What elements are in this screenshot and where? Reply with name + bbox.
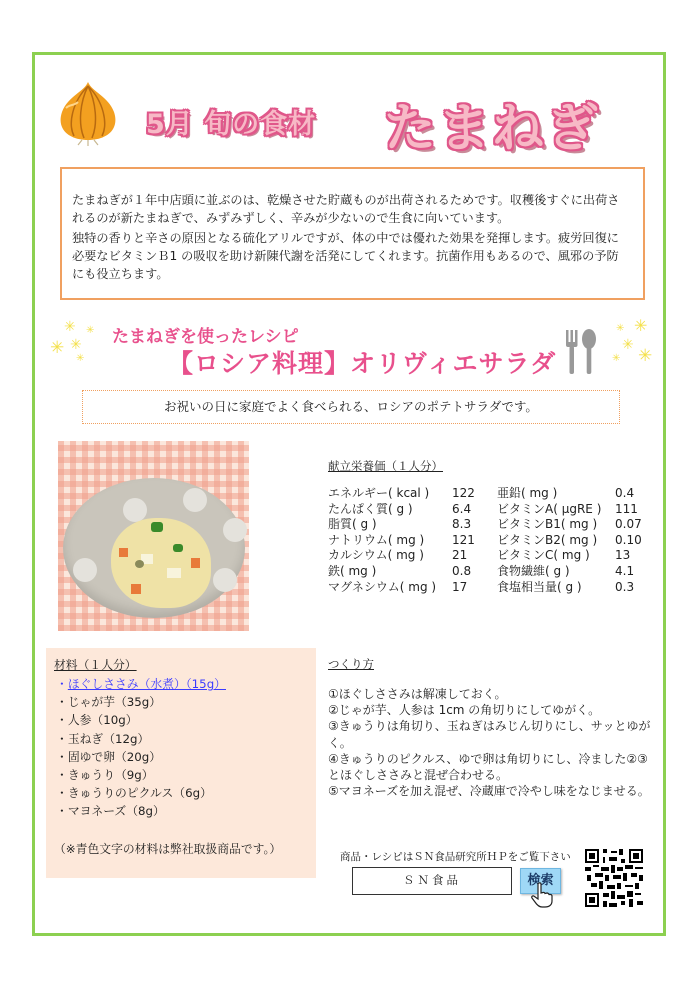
sparkle-icon: ✳: [64, 319, 76, 335]
nutrition-row: [328, 580, 645, 596]
nutrition-row: [328, 502, 645, 518]
nutrient-label: 鉄( mg ): [328, 563, 377, 578]
nutrient-value: 4.1: [615, 563, 635, 578]
search-input[interactable]: ＳＮ食品: [352, 867, 512, 895]
ingredients-title: 材料（１人分）: [54, 658, 137, 672]
intro-box: [60, 167, 645, 300]
nutrition-row: [328, 564, 645, 580]
ingredient-item: ・玉ねぎ（12g）: [56, 731, 150, 746]
nutrient-label: ビタミンB2( mg ): [497, 532, 598, 547]
nutrition-row: [328, 548, 645, 564]
nutrient-value: 0.3: [615, 579, 635, 594]
nutrient-label: カルシウム( mg ): [328, 548, 424, 563]
month-season-label: 5月 旬の食材: [146, 109, 317, 140]
qr-code-icon: [585, 849, 643, 907]
fork-spoon-icon: [564, 328, 598, 376]
pointer-hand-icon: [531, 882, 553, 908]
nutrient-value: 111: [615, 501, 638, 516]
nutrient-value: 6.4: [452, 501, 472, 516]
nutrient-label: エネルギー( kcal ): [328, 486, 430, 500]
ingredients-box: [46, 648, 316, 878]
ingredient-item: ・固ゆで卵（20g）: [56, 749, 162, 764]
nutrient-label: ナトリウム( mg ): [328, 532, 425, 547]
onion-icon: [58, 80, 118, 146]
nutrition-title: 献立栄養価（１人分）: [328, 459, 443, 473]
sparkle-icon: ✳: [70, 337, 82, 353]
ingredient-item: ・きゅうり（9g）: [56, 768, 154, 783]
nutrient-label: 脂質( g ): [328, 517, 377, 532]
search-prompt-label: 商品・レシピはＳＮ食品研究所ＨＰをご覧下さい: [340, 851, 571, 863]
nutrition-row: [328, 517, 645, 533]
method-steps: [328, 686, 656, 799]
nutrient-value: 13: [615, 548, 631, 563]
method-title: つくり方: [328, 657, 374, 671]
ingredient-item: ・マヨネーズ（8g）: [56, 804, 165, 819]
recipe-tagline: お祝いの日に家庭でよく食べられる、ロシアのポテトサラダです。: [82, 390, 620, 424]
ingredient-item: ・じゃが芋（35g）: [56, 695, 162, 710]
sparkle-icon: ✳: [612, 353, 621, 364]
nutrient-value: 8.3: [452, 517, 472, 532]
nutrient-value: 0.4: [615, 486, 635, 500]
nutrient-label: 食塩相当量( g ): [497, 579, 582, 594]
nutrient-label: マグネシウム( mg ): [328, 579, 437, 594]
sparkle-icon: ✳: [76, 353, 85, 364]
sparkle-icon: ✳: [616, 323, 625, 334]
method-step: ④きゅうりのピクルス、ゆで卵は角切りにし、冷ました②③とほぐしささみと混ぜ合わせる。: [328, 751, 648, 783]
ingredient-item: ・人参（10g）: [56, 713, 138, 728]
nutrient-value: 17: [452, 579, 468, 594]
ingredient-title: たまねぎ: [384, 99, 601, 159]
nutrient-label: 食物繊維( g ): [497, 563, 570, 578]
sparkle-icon: ✳: [634, 316, 648, 335]
nutrition-row: [328, 533, 645, 549]
sparkle-icon: ✳: [86, 325, 95, 336]
nutrient-label: たんぱく質( g ): [328, 501, 413, 516]
ingredient-item: ・きゅうりのピクルス（6g）: [56, 786, 212, 801]
nutrient-value: 121: [452, 532, 475, 547]
nutrient-label: ビタミンB1( mg ): [497, 517, 598, 532]
nutrient-value: 0.10: [615, 532, 642, 547]
nutrient-label: 亜鉛( mg ): [497, 486, 558, 500]
ingredient-item-link[interactable]: ・ほぐしささみ（水煮）（15g）: [56, 677, 226, 691]
recipe-subtitle: たまねぎを使ったレシピ: [112, 327, 299, 347]
sparkle-icon: ✳: [50, 338, 65, 358]
method-step: ②じゃが芋、人参は 1cm の角切りにしてゆがく。: [328, 703, 601, 718]
sparkle-icon: ✳: [638, 346, 653, 366]
nutrition-table: [328, 486, 645, 595]
intro-paragraph: 独特の香りと辛さの原因となる硫化アリルですが、体の中では優れた効果を発揮します。疲労回復に必要なビタミンＢ1 の吸収を助け新陳代謝を活発にしてくれます。抗菌作用もあるので、風邪の予防にも役立ちます。: [72, 231, 619, 281]
nutrient-value: 0.07: [615, 517, 642, 532]
bowl-image: [63, 478, 245, 618]
nutrient-value: 21: [452, 548, 468, 563]
search-button[interactable]: 検索: [520, 868, 561, 894]
method-step: ①ほぐしささみは解凍しておく。: [328, 687, 507, 701]
method-step: ⑤マヨネーズを加え混ぜ、冷蔵庫で冷やし味をなじませる。: [328, 784, 650, 799]
sparkle-icon: ✳: [622, 337, 634, 353]
recipe-name: 【ロシア料理】オリヴィエサラダ: [168, 349, 557, 378]
nutrient-label: ビタミンC( mg ): [497, 548, 590, 563]
nutrient-value: 122: [452, 486, 475, 500]
method-step: ③きゅうりは角切り、玉ねぎはみじん切りにし、サッとゆがく。: [328, 719, 651, 750]
salad-photo: [58, 441, 249, 631]
ingredients-note: （※青色文字の材料は弊社取扱商品です。）: [54, 841, 282, 856]
nutrient-value: 0.8: [452, 563, 472, 578]
nutrient-label: ビタミンA( μgRE ): [497, 501, 602, 516]
intro-paragraph: たまねぎが１年中店頭に並ぶのは、乾燥させた貯蔵ものが出荷されるためです。収穫後すぐに出荷されるのが新たまねぎで、みずみずしく、辛みが少ないので生食に向いています。: [72, 193, 620, 225]
nutrition-row: [328, 486, 645, 502]
